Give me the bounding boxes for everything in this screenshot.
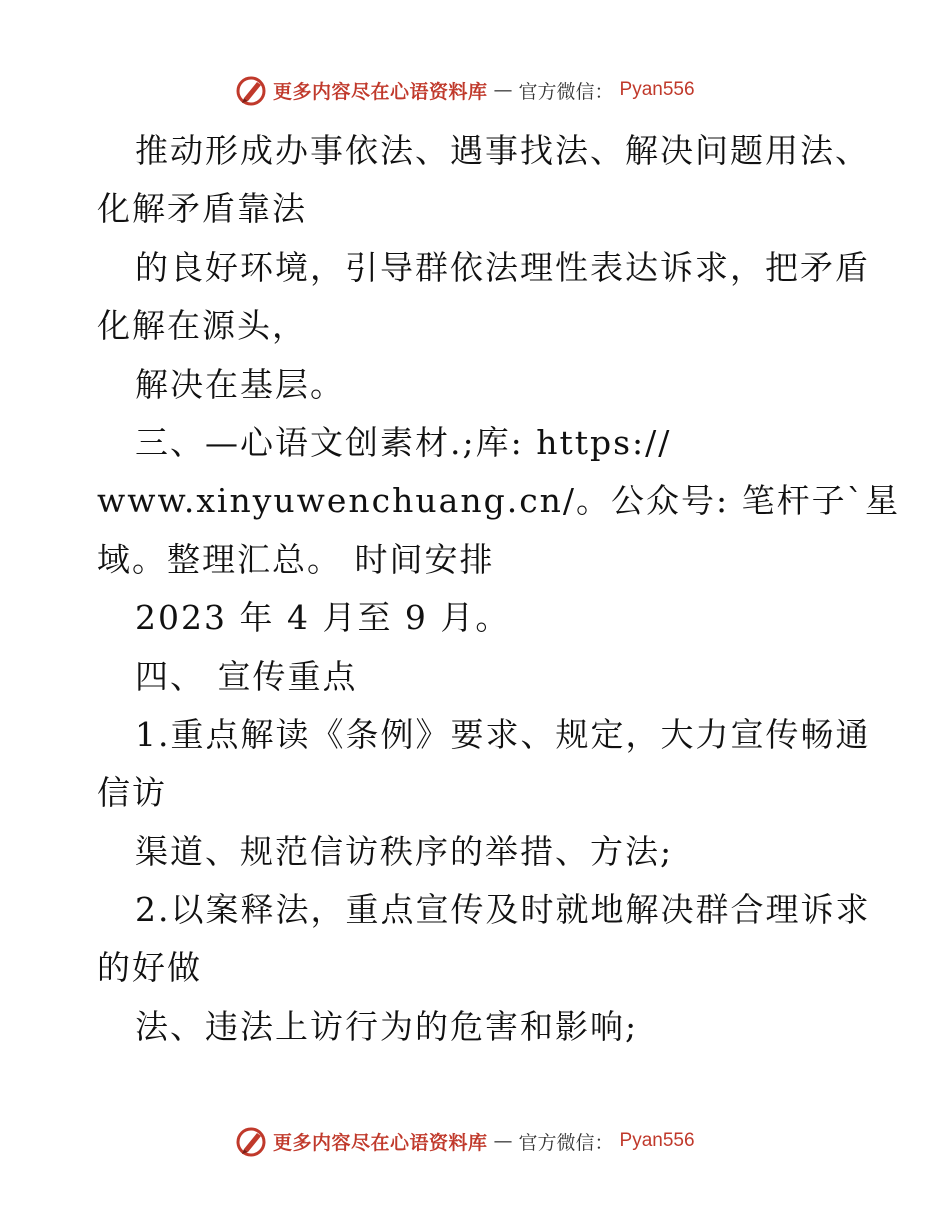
- wechat-id: Pyan556: [619, 1130, 695, 1151]
- wechat-label: 官方微信：: [518, 80, 614, 103]
- watermark-text: 更多内容尽在心语资料库: [273, 80, 488, 103]
- wechat-id: Pyan556: [619, 79, 695, 100]
- pen-logo-icon: [235, 74, 267, 106]
- text-line: 域。整理汇总。 时间安排: [97, 539, 495, 579]
- text-line: 解决在基层。: [135, 364, 345, 404]
- text-line: 法、违法上访行为的危害和影响;: [135, 1006, 639, 1046]
- watermark-dash: —: [493, 1130, 513, 1152]
- watermark-dash: —: [493, 79, 513, 101]
- header-watermark: [235, 72, 695, 108]
- wechat-label: 官方微信：: [518, 1131, 614, 1154]
- text-line: 推动形成办事依法、遇事找法、解决问题用法、: [135, 131, 870, 170]
- text-line: 化解矛盾靠法: [97, 189, 307, 229]
- list-item: 2.以案释法，重点宣传及时就地解决群合理诉求: [135, 890, 871, 930]
- text-line: 的好做: [97, 948, 202, 988]
- document-body: [97, 122, 901, 1056]
- text-line: 化解在源头，: [97, 306, 307, 346]
- text-line: 的良好环境，引导群依法理性表达诉求，把矛盾: [135, 247, 870, 287]
- text-line: 渠道、规范信访秩序的举措、方法;: [135, 831, 674, 871]
- section-heading: 三、—心语文创素材.;库: https://: [135, 422, 672, 462]
- list-item: 1.重点解读《条例》要求、规定，大力宣传畅通: [135, 714, 871, 754]
- text-line: 信访: [97, 773, 167, 813]
- watermark-text: 更多内容尽在心语资料库: [273, 1131, 488, 1154]
- text-line: www.xinyuwenchuang.cn/。公众号: 笔杆子`星: [97, 481, 901, 521]
- text-line: 2023 年 4 月至 9 月。: [135, 598, 511, 638]
- footer-watermark: [235, 1123, 695, 1159]
- section-heading: 四、 宣传重点: [135, 656, 358, 696]
- pen-logo-icon: [235, 1125, 267, 1157]
